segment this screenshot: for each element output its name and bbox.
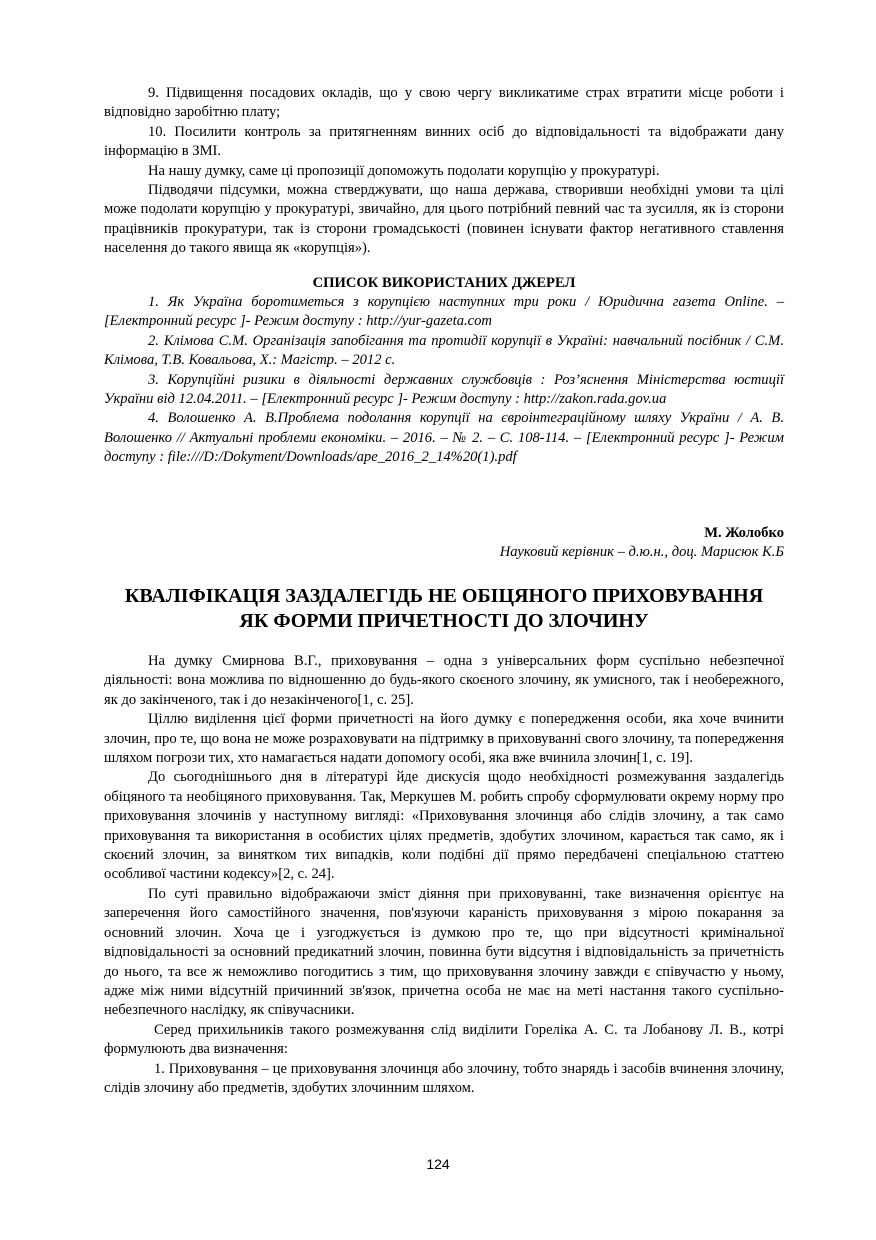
author-name: М. Жолобко (704, 525, 784, 541)
paragraph: До сьогоднішнього дня в літературі йде дискусія щодо необхідності розмежування заздалегідь обіцяного та необіцяного приховування. Так, Меркушев М. робить спробу сформулювати окрему норму про приховування злочинів у наступному вигляді: «Приховування злочинця або слідів злочину, а так само приховування та використання в особистих цілях предметів, здобутих злочином, карається так само, як і скоєний злочин, за винятком тих випадків, коли подібні дії прямо передбачені спеціальною статтею особливої частини кодексу»[2, с. 24]. (104, 769, 784, 883)
paragraph: 10. Посилити контроль за притягненням винних осіб до відповідальності та відображати дану інформацію в ЗМІ. (104, 123, 784, 160)
references-heading: СПИСОК ВИКОРИСТАНИХ ДЖЕРЕЛ (312, 275, 576, 291)
references-section (104, 274, 784, 293)
page-number: 124 (426, 1156, 450, 1172)
paragraph: По суті правильно відображаючи зміст діяння при приховуванні, таке визначення орієнтує на заперечення його самостійного значення, пов'язуючи караність приховування з мірою покарання за основний злочин. Хоча це і узгоджується із думкою про те, що при відсутності кримінальної відповідальності за основний предикатний злочин, повинна бути відсутня і відповідальність за причетність до нього, та все ж неможливо погодитись з тим, що приховування злочину завжди є співучастю у ньому, адже між ними відсутній причинний зв'язок, причетна особа не має на меті настання такого суспільно-небезпечного наслідку, як співучасники. (104, 885, 784, 1019)
reference-item: 2. Клімова С.М. Організація запобігання та протидії корупції в Україні: навчальний посібник / С.М. Клімова, Т.В. Ковальова, Х.: Магістр. – 2012 с. (104, 332, 784, 369)
paragraph: На нашу думку, саме ці пропозиції допоможуть подолати корупцію у прокуратурі. (148, 162, 660, 179)
paragraph: На думку Смирнова В.Г., приховування – одна з універсальних форм суспільно небезпечної діяльності: вона можлива по відношенню до будь-якого скоєного злочину, як умисного, так і необережного, як до закінченого, так і до незакінченого[1, с. 25]. (104, 653, 784, 708)
paragraph: 9. Підвищення посадових окладів, що у свою чергу викликатиме страх втратити місце роботи і відповідно заробітню плату; (104, 85, 784, 121)
reference-item: 1. Як Україна боротиметься з корупцією наступних три роки / Юридична газета Online. – [Електронний ресурс ]- Режим доступу : http://yur-gazeta.com (104, 294, 784, 330)
paragraph: 1. Приховування – це приховування злочинця або злочину, тобто знарядь і засобів вчинення злочину, слідів злочину або предметів, здобутих злочинним шляхом. (104, 1060, 784, 1096)
article-title-line: ЯК ФОРМИ ПРИЧЕТНОСТІ ДО ЗЛОЧИНУ (239, 609, 649, 632)
reference-item: 4. Волошенко А. В.Проблема подолання корупції на євроінтеграційному шляху України / А. В. Волошенко // Актуальні проблеми економіки. – 2016. – № 2. – С. 108-114. – [Електронний ресурс ]- Режим доступу : file:///D:/Dokyment/Downloads/ape_2016_2_14%20(1).pdf (104, 410, 784, 466)
author-block (104, 524, 784, 563)
paragraph: Ціллю виділення цієї форми причетності на його думку є попередження особи, яка хоче вчинити злочин, про те, що вона не може розраховувати на підтримку в приховуванні свого злочину, та попередження шляхом погрози тих, хто намагається надати допомогу особі, яка вже вчинила злочин[1, с. 19]. (104, 711, 784, 767)
references-list (104, 293, 784, 468)
article-title-line: КВАЛІФІКАЦІЯ ЗАЗДАЛЕГІДЬ НЕ ОБІЦЯНОГО ПРИХОВУВАННЯ (124, 585, 764, 607)
reference-item: 3. Корупційні ризики в діяльності державних службовців : Роз’яснення Міністерства юстиції України від 12.04.2011. – [Електронний ресурс ]- Режим доступу : http://zakon.rada.gov.ua (104, 371, 784, 408)
paragraph: Серед прихильників такого розмежування слід виділити Гореліка А. С. та Лобанову Л. В., котрі формулюють два визначення: (104, 1021, 784, 1058)
paragraph: Підводячи підсумки, можна стверджувати, що наша держава, створивши необхідні умови та цілі може подолати корупцію у прокуратурі, звичайно, для цього потрібний певний час та зусилля, як із сторони працівників прокуратури, так із сторони громадськості (повинен існувати фактор негативного ставлення населення до такого явища як «корупція»). (104, 182, 784, 257)
article-title (90, 584, 798, 633)
closing-paragraphs (104, 84, 784, 259)
scientific-adviser: Науковий керівник – д.ю.н., доц. Марисюк К.Б (499, 544, 784, 561)
article-body (104, 652, 784, 1098)
